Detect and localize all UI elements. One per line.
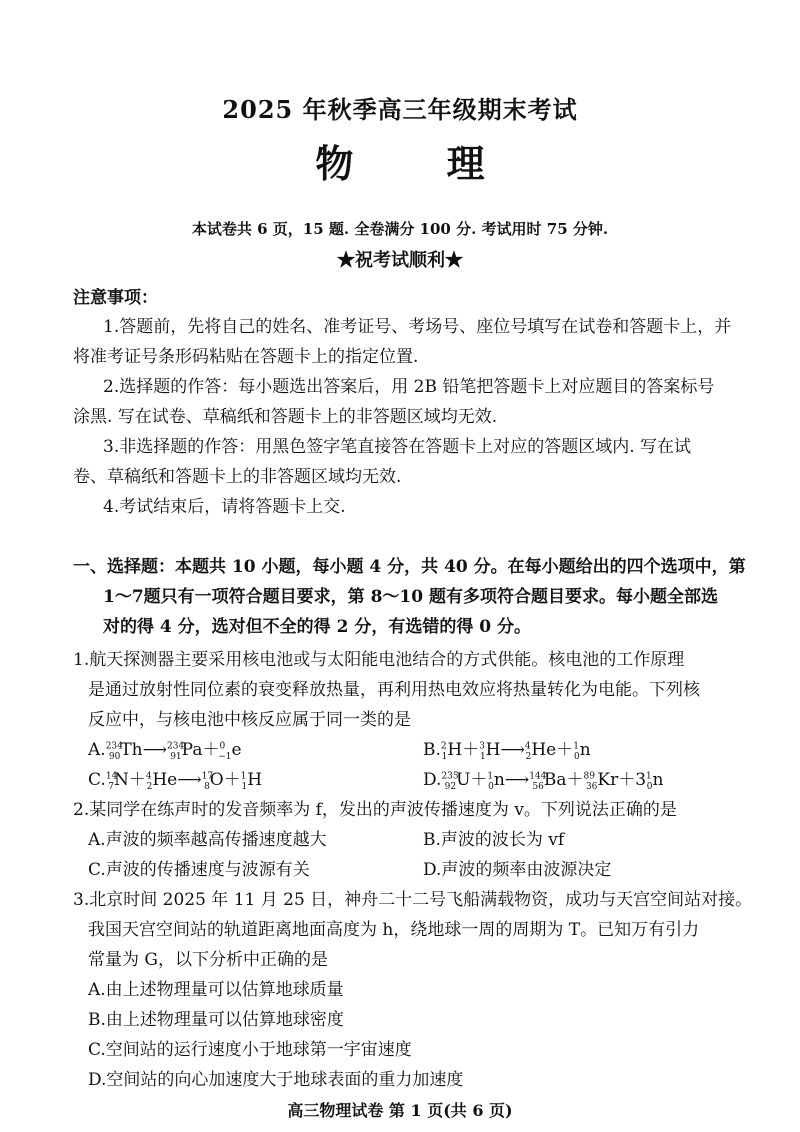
question-3-option-a: A.由上述物理量可以估算地球质量 xyxy=(88,980,344,1000)
notes-line: 卷、草稿纸和答题卡上的非答题区域均无效. xyxy=(73,467,402,487)
page-footer: 高三物理试卷 第 1 页(共 6 页) xyxy=(287,1101,513,1120)
notes-line: 4.考试结束后，请将答题卡上交. xyxy=(103,497,346,517)
question-3-option-c: C.空间站的运行速度小于地球第一宇宙速度 xyxy=(88,1040,412,1060)
notes-line: 将准考证号条形码粘贴在答题卡上的指定位置. xyxy=(73,347,419,367)
question-1-option-c: C.$^{14}_7$N＋$^4_2$He⟶$^{17}_8$O＋$^1_1$H xyxy=(88,770,263,793)
question-2-option-b: B.声波的波长为 vf xyxy=(423,830,565,850)
notes-heading: 注意事项： xyxy=(73,288,158,308)
question-2-stem: 2.某同学在练声时的发音频率为 f，发出的声波传播速度为 v。下列说法正确的是 xyxy=(73,800,677,820)
question-3-stem: 3.北京时间 2025 年 11 月 25 日，神舟二十二号飞船满载物资，成功与天宫空间站对接。 xyxy=(73,890,753,910)
notes-line: 2.选择题的作答：每小题选出答案后，用 2B 铅笔把答题卡上对应题目的答案标号 xyxy=(103,377,715,397)
question-2-option-d: D.声波的频率由波源决定 xyxy=(423,860,612,880)
section-heading-line: 1～7题只有一项符合题目要求，第 8～10 题有多项符合题目要求。每小题全部选 xyxy=(103,587,718,607)
good-luck-banner: ★祝考试顺利★ xyxy=(337,250,463,271)
question-3-option-d: D.空间站的向心加速度大于地球表面的重力加速度 xyxy=(88,1070,464,1090)
question-3-stem: 我国天宫空间站的轨道距离地面高度为 h，绕地球一周的周期为 T。已知万有引力 xyxy=(88,920,700,940)
option-label: D. xyxy=(423,770,442,790)
question-1-stem: 反应中，与核电池中核反应属于同一类的是 xyxy=(88,710,411,730)
subject-title: 物 理 xyxy=(315,141,525,186)
section-heading-line: 一、选择题：本题共 10 小题，每小题 4 分，共 40 分。在每小题给出的四个选项中，第 xyxy=(73,557,746,577)
question-1-stem: 是通过放射性同位素的衰变释放热量，再利用热电效应将热量转化为电能。下列核 xyxy=(88,680,700,700)
question-1-option-a: A.$^{234}_{90}$Th⟶$^{234}_{91}$Pa＋$^0_{-1}$e xyxy=(88,740,242,763)
question-2-option-c: C.声波的传播速度与波源有关 xyxy=(88,860,310,880)
question-2-option-a: A.声波的频率越高传播速度越大 xyxy=(88,830,327,850)
option-label: B. xyxy=(423,740,441,760)
notes-line: 涂黑. 写在试卷、草稿纸和答题卡上的非答题区域均无效. xyxy=(73,407,498,427)
option-label: C. xyxy=(88,770,106,790)
exam-title: 2025 年秋季高三年级期末考试 xyxy=(222,95,578,124)
question-3-stem: 常量为 G，以下分析中正确的是 xyxy=(88,950,328,970)
exam-info: 本试卷共 6 页，15 题. 全卷满分 100 分. 考试用时 75 分钟. xyxy=(191,220,609,238)
question-1-option-b: B.$^2_1$H＋$^3_1$H⟶$^4_2$He＋$^1_0$n xyxy=(423,740,591,763)
question-1-option-d: $D.^{235}_{92}U+^1_0n⟶^{144}_{56}Ba+^{89}_{36}Kr+3^1_0n$ xyxy=(423,770,664,793)
question-3-option-b: B.由上述物理量可以估算地球密度 xyxy=(88,1010,344,1030)
option-label: A. xyxy=(88,740,106,760)
section-heading-line: 对的得 4 分，选对但不全的得 2 分，有选错的得 0 分。 xyxy=(103,617,531,637)
notes-line: 3.非选择题的作答：用黑色签字笔直接答在答题卡上对应的答题区域内. 写在试 xyxy=(103,437,692,457)
notes-line: 1.答题前，先将自己的姓名、准考证号、考场号、座位号填写在试卷和答题卡上，并 xyxy=(103,317,732,337)
question-1-stem: 1.航天探测器主要采用核电池或与太阳能电池结合的方式供能。核电池的工作原理 xyxy=(73,650,685,670)
